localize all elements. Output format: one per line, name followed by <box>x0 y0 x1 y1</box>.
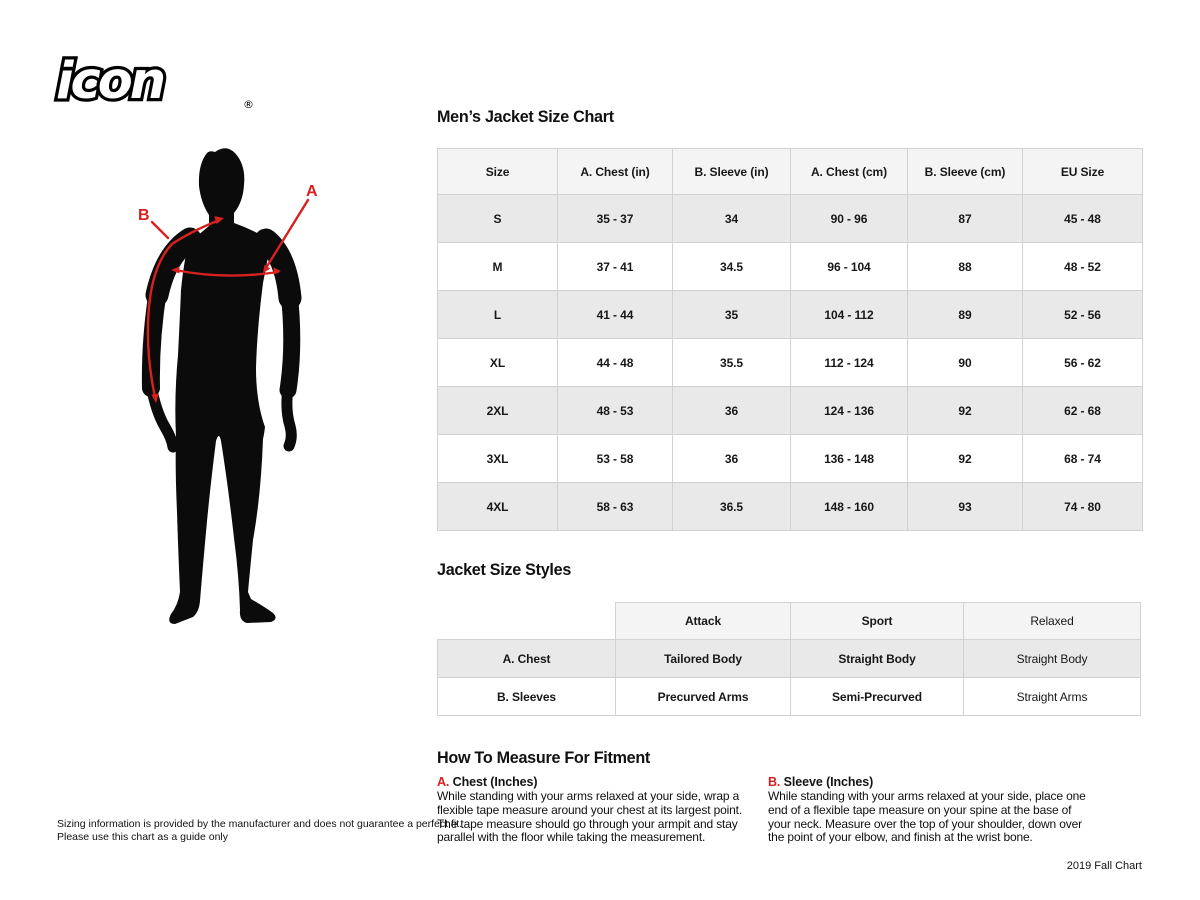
table-cell: 53 - 58 <box>558 435 673 483</box>
column-header: A. Chest (in) <box>558 149 673 195</box>
measure-chest-heading <box>437 775 765 789</box>
column-header: B. Sleeve (in) <box>673 149 791 195</box>
column-header: EU Size <box>1023 149 1143 195</box>
icon-logo <box>53 52 263 114</box>
table-cell: 2XL <box>438 387 558 435</box>
body-silhouette <box>169 148 275 624</box>
table-cell: 4XL <box>438 483 558 531</box>
table-cell: A. Chest <box>438 640 616 678</box>
table-cell: 124 - 136 <box>791 387 908 435</box>
table-cell: 74 - 80 <box>1023 483 1143 531</box>
table-cell: 104 - 112 <box>791 291 908 339</box>
table-cell: 58 - 63 <box>558 483 673 531</box>
column-header: Relaxed <box>964 603 1141 640</box>
header-row <box>438 603 1141 640</box>
table-cell: 36 <box>673 435 791 483</box>
measure-sleeve-heading-text: Sleeve (Inches) <box>780 775 874 789</box>
table-row <box>438 339 1143 387</box>
table-cell: 34.5 <box>673 243 791 291</box>
table-row <box>438 291 1143 339</box>
table-cell: 87 <box>908 195 1023 243</box>
column-header: Sport <box>791 603 964 640</box>
table-cell: XL <box>438 339 558 387</box>
styles-chart-table <box>437 602 1141 716</box>
column-header: A. Chest (cm) <box>791 149 908 195</box>
footer-chart-label: 2019 Fall Chart <box>1066 860 1142 872</box>
measure-sleeve-heading <box>768 775 1096 789</box>
table-cell: Straight Body <box>964 640 1141 678</box>
measure-sleeve-letter: B. <box>768 775 781 789</box>
table-cell: M <box>438 243 558 291</box>
table-cell: 37 - 41 <box>558 243 673 291</box>
measure-chest-heading-text: Chest (Inches) <box>449 775 538 789</box>
measure-chest-letter: A. <box>437 775 450 789</box>
table-cell: 90 <box>908 339 1023 387</box>
styles-chart-title: Jacket Size Styles <box>437 560 572 579</box>
label-a: A <box>306 183 318 200</box>
label-b-leader-line <box>152 222 168 238</box>
table-row <box>438 483 1143 531</box>
right-hand <box>287 387 291 446</box>
table-cell: 112 - 124 <box>791 339 908 387</box>
table-cell: S <box>438 195 558 243</box>
table-row <box>438 678 1141 716</box>
table-cell: Precurved Arms <box>616 678 791 716</box>
table-cell: 52 - 56 <box>1023 291 1143 339</box>
table-cell: 44 - 48 <box>558 339 673 387</box>
icon-logo-text: icon <box>56 52 164 111</box>
table-row <box>438 387 1143 435</box>
registered-mark: ® <box>243 98 254 111</box>
table-cell: 88 <box>908 243 1023 291</box>
size-chart-title: Men’s Jacket Size Chart <box>437 107 614 126</box>
table-cell: 48 - 52 <box>1023 243 1143 291</box>
column-header <box>438 603 616 640</box>
table-cell: 62 - 68 <box>1023 387 1143 435</box>
table-cell: 136 - 148 <box>791 435 908 483</box>
table-cell: 34 <box>673 195 791 243</box>
table-row <box>438 640 1141 678</box>
table-cell: 35 - 37 <box>558 195 673 243</box>
table-cell: 96 - 104 <box>791 243 908 291</box>
table-cell: 68 - 74 <box>1023 435 1143 483</box>
table-cell: 48 - 53 <box>558 387 673 435</box>
table-cell: 93 <box>908 483 1023 531</box>
table-cell: B. Sleeves <box>438 678 616 716</box>
table-cell: 45 - 48 <box>1023 195 1143 243</box>
table-cell: 41 - 44 <box>558 291 673 339</box>
measure-item-sleeve <box>768 775 1096 845</box>
table-cell: Semi-Precurved <box>791 678 964 716</box>
table-cell: 35.5 <box>673 339 791 387</box>
column-header: B. Sleeve (cm) <box>908 149 1023 195</box>
size-chart-table <box>437 148 1143 531</box>
table-cell: Straight Arms <box>964 678 1141 716</box>
measure-chest-body: While standing with your arms relaxed at your side, wrap a flexible tape measure around your chest at its largest point. The tape measure should go through your armpit and stay parallel with the floor while taking the measurement. <box>437 789 743 845</box>
table-cell: 36.5 <box>673 483 791 531</box>
table-cell: 35 <box>673 291 791 339</box>
table-cell: 36 <box>673 387 791 435</box>
table-cell: 56 - 62 <box>1023 339 1143 387</box>
measure-sleeve-body: While standing with your arms relaxed at your side, place one end of a flexible tape measure on your spine at the base of your neck. Measure over the top of your shoulder, down over the point of your elbow, and finish at the wrist bone. <box>768 789 1086 845</box>
column-header: Size <box>438 149 558 195</box>
table-cell: 90 - 96 <box>791 195 908 243</box>
table-cell: Straight Body <box>791 640 964 678</box>
table-cell: L <box>438 291 558 339</box>
disclaimer-text: Sizing information is provided by the manufacturer and does not guarantee a perfect fit. Please use this chart as a guide only <box>57 818 463 843</box>
table-cell: 92 <box>908 435 1023 483</box>
table-row <box>438 195 1143 243</box>
column-header: Attack <box>616 603 791 640</box>
measure-title: How To Measure For Fitment <box>437 748 651 767</box>
right-forearm <box>288 292 292 390</box>
header-row <box>438 149 1143 195</box>
table-row <box>438 243 1143 291</box>
table-cell: 89 <box>908 291 1023 339</box>
table-cell: 148 - 160 <box>791 483 908 531</box>
label-b: B <box>138 207 150 224</box>
table-cell: 3XL <box>438 435 558 483</box>
table-row <box>438 435 1143 483</box>
measurement-figure <box>60 140 400 640</box>
table-cell: Tailored Body <box>616 640 791 678</box>
table-cell: 92 <box>908 387 1023 435</box>
